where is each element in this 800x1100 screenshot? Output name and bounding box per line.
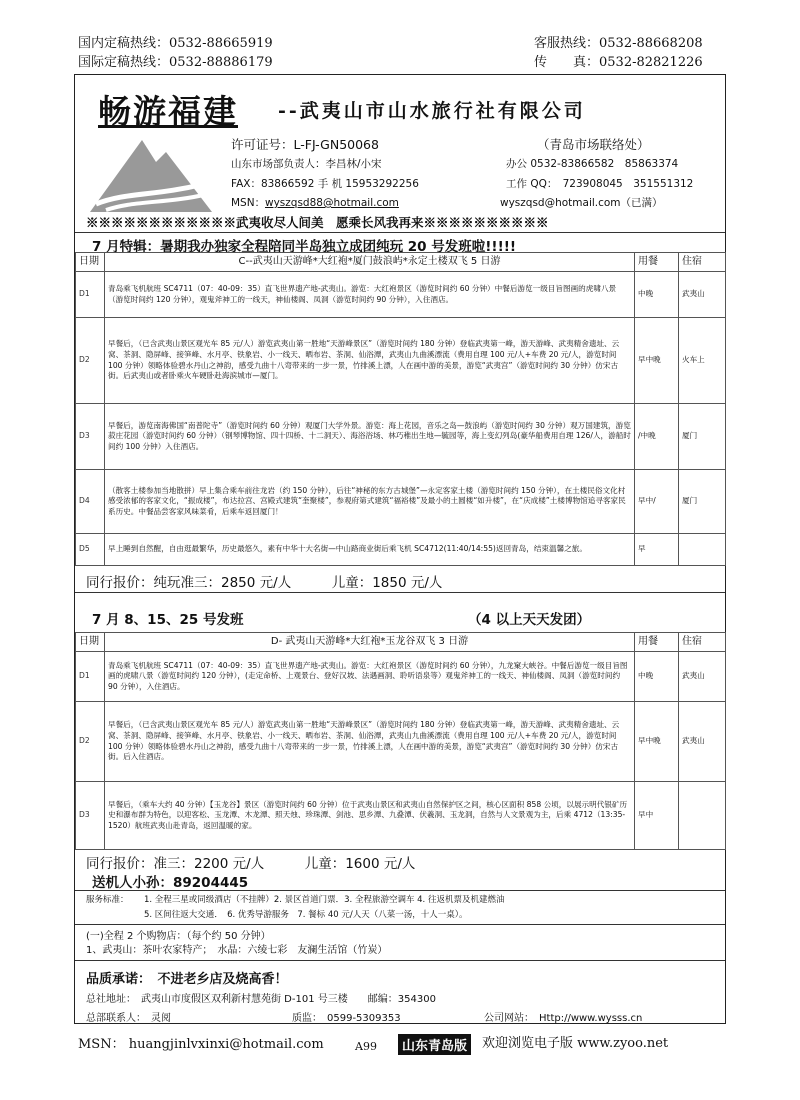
fax-line: 传 真：0532-82821226 xyxy=(534,55,703,70)
company-website[interactable]: 公司网站： Http://www.wysss.cn xyxy=(484,1013,643,1024)
shopping-line-2: 1、武夷山：茶叶农家特产； 水晶：六绫七彩 友澜生活馆（竹炭） xyxy=(86,945,388,956)
stay-cell xyxy=(679,782,726,850)
service-line-1: 1. 全程三星或同级酒店（不挂牌）2. 景区首道门票．3. 全程旅游空调车 4. 往返机票及机建燃油 xyxy=(144,895,505,905)
msn-label: MSN： xyxy=(231,197,266,209)
itinerary-cell: 早上睡到自然醒，自由逛最繁华，历史最悠久，素有中华十大名街—中山路商业街后乘飞机 SC4712(11:40/14:55)返回青岛，结束温馨之旅。 xyxy=(105,534,635,566)
meal-cell: 早 xyxy=(635,534,679,566)
table-row xyxy=(76,404,726,470)
itinerary-cell: 早餐后，（乘车大约 40 分钟）【玉龙谷】景区（游览时间约 60 分钟）位于武夷山景区和武夷山自然保护区之间，核心区面积 858 公顷，以展示明代银矿历史和瀑布群为特色，以迎客松、玉龙潭、木龙潭、照天烛、珍珠潭、剑池、思乡潭、九叠潭、伏羲洞、玉龙洞，自然与人文景观为主，后乘 4712（13:35-1520）航班武夷山赴青岛，返回温暖的家。 xyxy=(105,782,635,850)
day-cell: D1 xyxy=(76,652,105,702)
footer-welcome[interactable]: 欢迎浏览电子版 www.zyoo.net xyxy=(482,1036,669,1051)
table-row xyxy=(76,470,726,534)
stay-cell: 武夷山 xyxy=(679,702,726,782)
table-row xyxy=(76,318,726,404)
meal-cell: 中晚 xyxy=(635,272,679,318)
day-cell: D5 xyxy=(76,534,105,566)
slogan-banner: ※※※※※※※※※※※※武夷收尽人间美 愿乘长风我再来※※※※※※※※※※ xyxy=(86,215,549,230)
fax-mobile: FAX：83866592 手 机 15953292256 xyxy=(231,178,419,190)
tour-d-daily: （4 以上天天发团） xyxy=(468,612,591,628)
mountain-logo-icon xyxy=(86,132,216,214)
promo-title: 7 月特辑：暑期我办独家全程陪同半岛独立成团纯玩 20 号发班啦!!!!! xyxy=(92,239,517,255)
tour-d-dates: 7 月 8、15、25 号发班 xyxy=(92,612,244,628)
itinerary-cell: 青岛乘飞机航班 SC4711（07：40-09：35）直飞世界遗产地-武夷山。游览：大红袍景区（游览时间约 60 分钟）中餐后游览一级目旨图画的虎啸八景（游览时间约 120 分钟），观鬼斧神工的一线天，神仙楼阁、凤洞（游览时间约 90 分钟），入住酒店。 xyxy=(105,272,635,318)
table-row xyxy=(76,782,726,850)
itinerary-cell: 早餐后，（已含武夷山景区观光车 85 元/人）游览武夷山第一胜地“天游峰景区”（游览时间约 180 分钟）登临武夷第一峰，游天游峰、武夷精舍遗址、云窝、茶洞、隐屏峰、接笋峰、水月亭、铁象岩、小一线天、晒布岩、茶洞、仙浴潭，武夷山九曲溪漂流（费用自理 100 元/人+车费 20 元/人，游览时间 100 分钟）领略体验碧水丹山之神韵，感受九曲十八弯带来的一步一景，竹排溪上漂，人在画中游的美景，游览“武夷宫”（游览时间约 30 分钟）仿宋古街。后武夷山或者卧乘火车硬卧赴海滨城市—厦门。 xyxy=(105,318,635,404)
domestic-hotline: 国内定稿热线：0532-88665919 xyxy=(78,36,273,51)
day-cell: D1 xyxy=(76,272,105,318)
msn-address-1[interactable]: wyszqsd88@hotmail.com xyxy=(265,197,399,209)
footer-msn: MSN： huangjinlvxinxi@hotmail.com xyxy=(78,1037,324,1052)
stay-cell: 武夷山 xyxy=(679,272,726,318)
head-office-address: 总社地址： 武夷山市度假区双利新村慧苑街 D-101 号三楼 邮编：354300 xyxy=(86,994,436,1005)
service-hotline: 客服热线：0532-88668208 xyxy=(534,36,703,51)
table-row xyxy=(76,702,726,782)
table-header xyxy=(76,253,726,272)
itinerary-cell: （散客土楼参加当地散拼）早上集合乘车前往龙岩（约 150 分钟），后往“神秘的东方古城堡”—永定客家土楼（游览时间约 150 分钟），在土楼民俗文化村感受浓郁的客家文化，“振成楼”，布达拉宫、宫殿式建筑“奎聚楼”，参观府第式建筑“福裕楼”及最小的土圆楼“如升楼”，在“庆成楼”土楼博物馆追寻客家民系历史。中餐品尝客家风味菜肴，后乘车返回厦门！ xyxy=(105,470,635,534)
tour-c-price: 同行报价：纯玩准三：2850 元/人 儿童：1850 元/人 xyxy=(86,575,443,591)
work-qq: 工作 QQ： 723908045 351551312 xyxy=(506,178,694,190)
divider xyxy=(75,592,725,593)
company-name: --武夷山市山水旅行社有限公司 xyxy=(278,100,586,122)
quality-phone: 质监： 0599-5309353 xyxy=(292,1013,401,1024)
divider xyxy=(75,232,725,233)
table-row xyxy=(76,272,726,318)
divider xyxy=(75,924,725,925)
meal-cell: 早中 xyxy=(635,782,679,850)
shopping-line-1: (一)全程 2 个购物店：（每个约 50 分钟） xyxy=(86,931,271,942)
divider xyxy=(75,890,725,891)
service-line-2: 5. 区间往返大交通． 6. 优秀导游服务 7. 餐标 40 元/人天（八菜一汤，十人一桌）。 xyxy=(144,910,468,920)
col-stay: 住宿 xyxy=(679,253,726,272)
col-day: 日期 xyxy=(76,253,105,272)
meal-cell: 早中晚 xyxy=(635,702,679,782)
table-row xyxy=(76,652,726,702)
stay-cell: 厦门 xyxy=(679,404,726,470)
col-meal: 用餐 xyxy=(635,633,679,652)
col-stay: 住宿 xyxy=(679,633,726,652)
office-phone: 办公 0532-83866582 85863374 xyxy=(506,158,679,170)
tour-d-title: D- 武夷山天游峰*大红袍*玉龙谷双飞 3 日游 xyxy=(105,633,635,652)
col-day: 日期 xyxy=(76,633,105,652)
stay-cell: 厦门 xyxy=(679,470,726,534)
meal-cell: 早中/ xyxy=(635,470,679,534)
stay-cell: 武夷山 xyxy=(679,652,726,702)
logo-text: 畅游福建 xyxy=(98,92,238,131)
quality-promise: 品质承诺： 不进老乡店及烧高香！ xyxy=(86,972,288,987)
office-label: （青岛市场联络处） xyxy=(537,137,650,152)
head-office-contact: 总部联系人： 灵阅 xyxy=(86,1013,171,1024)
table-row xyxy=(76,534,726,566)
tour-c-table xyxy=(75,252,726,566)
day-cell: D3 xyxy=(76,404,105,470)
itinerary-cell: 青岛乘飞机航班 SC4711（07：40-09：35）直飞世界遗产地-武夷山。游览：大红袍景区（游览时间约 60 分钟），九龙窠大峡谷。中餐后游览一级目旨图画的虎啸八景（游览时间约 120 分钟），(走定命桥、上观景台、登好汉坡、法遇画洞、聆听语泉等）观鬼斧神工的一线天、神仙楼阁、凤洞（游览时间约 90 分钟），入住酒店。 xyxy=(105,652,635,702)
stay-cell xyxy=(679,534,726,566)
tour-c-title: C--武夷山天游峰*大红袍*厦门鼓浪屿*永定土楼双飞 5 日游 xyxy=(105,253,635,272)
intl-hotline: 国际定稿热线：0532-88886179 xyxy=(78,55,273,70)
service-label: 服务标准： xyxy=(86,895,129,905)
license-number: 许可证号：L-FJ-GN50068 xyxy=(231,137,379,152)
meal-cell: /中晚 xyxy=(635,404,679,470)
day-cell: D2 xyxy=(76,318,105,404)
itinerary-cell: 早餐后，（已含武夷山景区观光车 85 元/人）游览武夷山第一胜地“天游峰景区”（游览时间约 180 分钟）登临武夷第一峰，游天游峰、武夷精舍遗址、云窝、茶洞、隐屏峰、接笋峰、水月亭、铁象岩、小一线天、晒布岩、茶洞、仙浴潭，武夷山九曲溪漂流（费用自理 100 元/人+车费 20 元/人，游览时间 100 分钟）领略体验碧水丹山之神韵，感受九曲十八弯带来的一步一景，竹排溪上漂，人在画中游的美景，游览“武夷宫”（游览时间约 30 分钟）仿宋古街。后入住酒店。 xyxy=(105,702,635,782)
itinerary-cell: 早餐后，游览南海佛国“南普陀寺”（游览时间约 60 分钟）观厦门大学外景。游览：海上花园，音乐之岛—鼓浪屿（游览时间约 30 分钟）观万国建筑，游览菽庄花园（游览时间约 60 分钟）（钢琴博物馆、四十四桥、十二洞天）、海浴浴场、林巧稚出生地—毓园等，海上变幻列岛(豪华船费用自理 126/人，游船时间约 100 分钟）入住酒店。 xyxy=(105,404,635,470)
page-number: A99 xyxy=(355,1040,377,1053)
meal-cell: 早中晚 xyxy=(635,318,679,404)
meal-cell: 中晚 xyxy=(635,652,679,702)
tour-d-price: 同行报价：准三：2200 元/人 儿童：1600 元/人 xyxy=(86,856,416,872)
msn-address-2: wyszqsd@hotmail.com（已满） xyxy=(500,197,663,209)
day-cell: D4 xyxy=(76,470,105,534)
day-cell: D2 xyxy=(76,702,105,782)
day-cell: D3 xyxy=(76,782,105,850)
divider xyxy=(75,960,725,961)
table-header xyxy=(76,633,726,652)
stay-cell: 火车上 xyxy=(679,318,726,404)
edition-badge: 山东青岛版 xyxy=(398,1034,471,1055)
market-manager: 山东市场部负责人：李昌林/小宋 xyxy=(231,158,382,170)
col-meal: 用餐 xyxy=(635,253,679,272)
tour-d-table xyxy=(75,632,726,850)
airport-contact: 送机人小孙：89204445 xyxy=(92,875,249,891)
